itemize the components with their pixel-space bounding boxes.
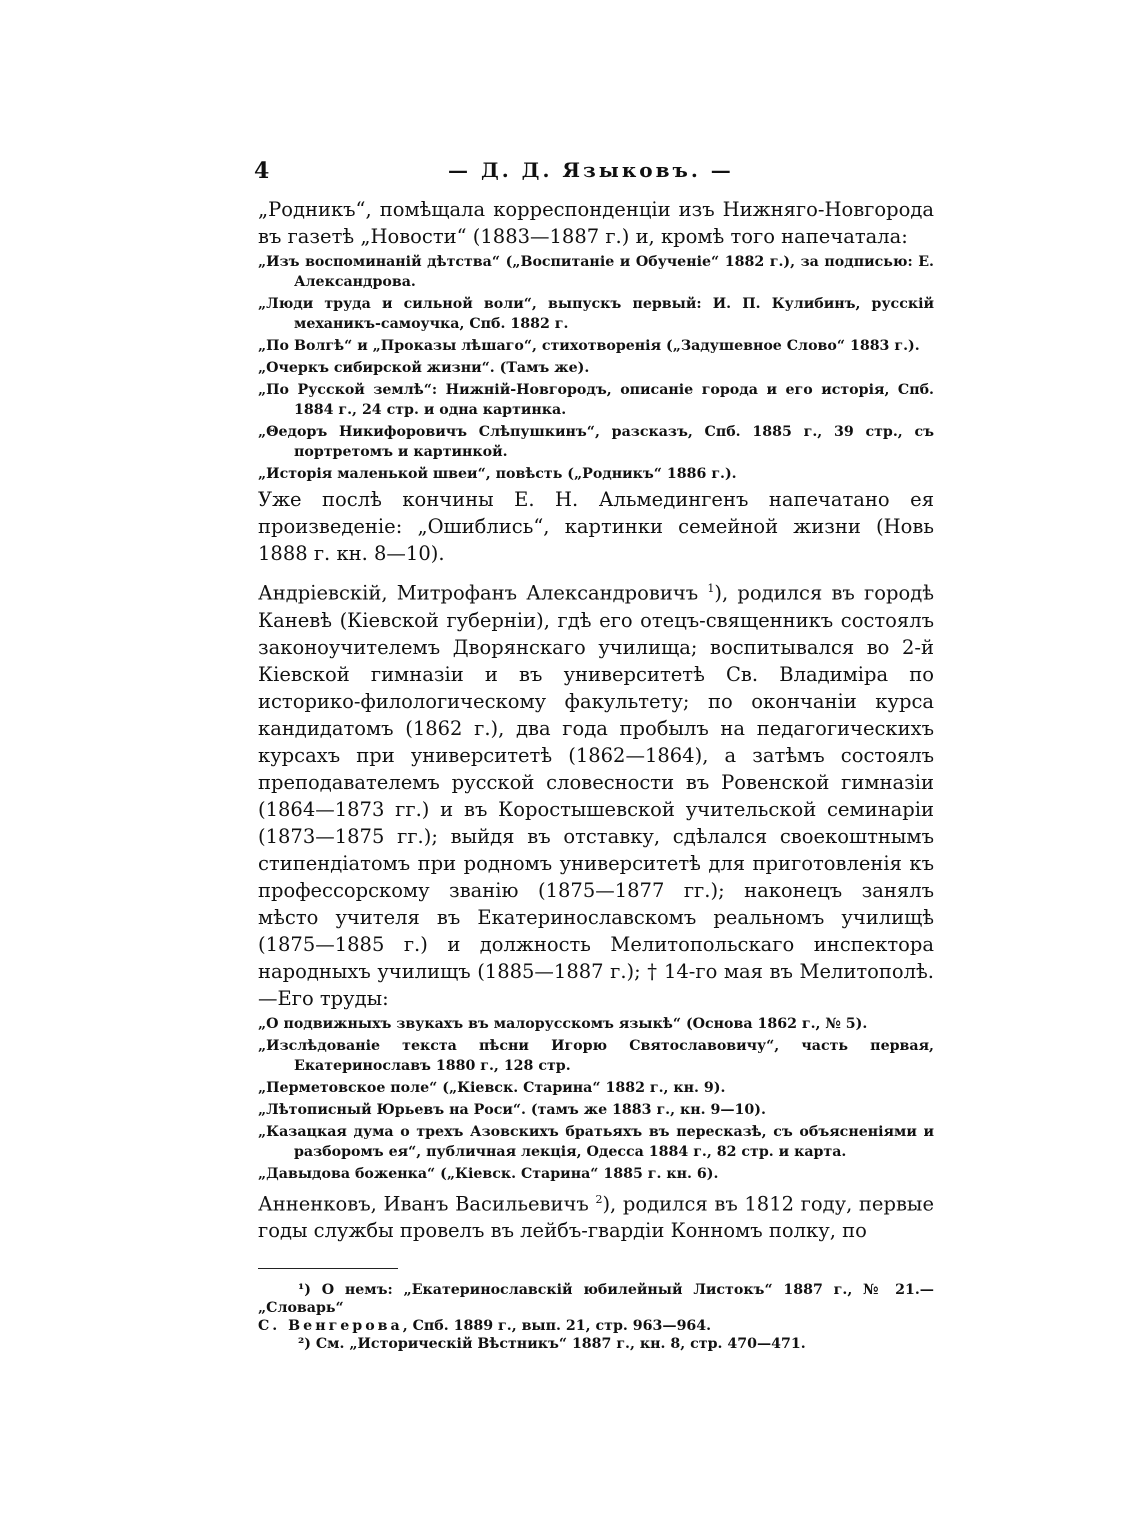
bibliography-item: „По Русской землѣ“: Нижній-Новгородъ, описаніе города и его исторія, Спб. 1884 г., 24 стр. и одна картинка. — [258, 382, 934, 418]
entry-name: Андріевскій, Митрофанъ Александровичъ — [258, 581, 699, 605]
works-list-almedingen — [258, 252, 934, 484]
bibliography-item: „Очеркъ сибирской жизни“. (Тамъ же). — [258, 360, 590, 376]
footnote-separator — [258, 1268, 398, 1269]
author-name: С. Венгерова — [258, 1318, 403, 1334]
bibliography-item: „Θедоръ Никифоровичъ Слѣпушкинъ“, разсказъ, Спб. 1885 г., 39 стр., съ портретомъ и картинкой. — [258, 424, 934, 460]
footnote-1-continuation: С. Венгерова, Спб. 1889 г., вып. 21, стр. 963—964. — [258, 1318, 712, 1334]
entry-text: ), родился въ 1812 году, первые годы службы провелъ въ лейбъ-гвардіи Конномъ полку, по — [258, 1192, 934, 1242]
bibliography-item: „По Волгѣ“ и „Проказы лѣшаго“, стихотворенія („Задушевное Слово“ 1883 г.). — [258, 338, 920, 354]
footnote-1: ¹) О немъ: „Екатеринославскій юбилейный Листокъ“ 1887 г., № 21.—„Словарь“ — [258, 1282, 934, 1316]
entry-text: ), родился въ городѣ Каневѣ (Кіевской губерніи), гдѣ его отецъ-священникъ состоялъ законоучителемъ Дворянскаго училища; воспитывался во 2-й Кіевской гимназіи и въ университетѣ Св. Владиміра по историко-филологическому факультету; по окончаніи курса кандидатомъ (1862 г.), два года пробылъ на педагогическихъ курсахъ при университетѣ (1862—1864), а затѣмъ состоялъ преподавателемъ русской словесности въ Ровенской гимназіи (1864—1873 гг.) и въ Коростышевской учительской семинаріи (1873—1875 гг.); выйдя въ отставку, сдѣлался своекоштнымъ стипендіатомъ при родномъ университетѣ для приготовленія къ профессорскому званію (1875—1877 гг.); наконецъ занялъ мѣсто учителя въ Екатеринославскомъ реальномъ училищѣ (1875—1885 г.) и должность Мелитопольскаго инспектора народныхъ училищъ (1885—1887 г.); † 14-го мая въ Мелитополѣ.—Его труды: — [258, 581, 934, 1010]
page-number: 4 — [254, 158, 270, 184]
bibliography-item: „Давыдова боженка“ („Кіевск. Старина“ 1885 г. кн. 6). — [258, 1165, 719, 1182]
entry-andrievsky — [258, 575, 934, 1012]
bibliography-item: „О подвижныхъ звукахъ въ малорусскомъ языкѣ“ (Основа 1862 г., № 5). — [258, 1015, 868, 1032]
footnote-2: ²) См. „Историческій Вѣстникъ“ 1887 г., кн. 8, стр. 470—471. — [298, 1336, 806, 1352]
entry-name: Анненковъ, Иванъ Васильевичъ — [258, 1192, 589, 1215]
bibliography-item: „Лѣтописный Юрьевъ на Роси“. (тамъ же 1883 г., кн. 9—10). — [258, 1101, 766, 1118]
bibliography-item: „Исторія маленькой швеи“, повѣсть („Родникъ“ 1886 г.). — [258, 466, 737, 482]
footnote-ref: 2 — [595, 1192, 603, 1206]
book-page — [254, 150, 934, 1353]
bibliography-item: „Казацкая дума о трехъ Азовскихъ братьяхъ въ пересказѣ, съ объясненіями и разборомъ ея“, публичная лекція, Одесса 1884 г., 82 стр. и карта. — [258, 1123, 934, 1160]
entry-annenkov — [258, 1186, 934, 1245]
bibliography-item: „Перметовское поле“ („Кіевск. Старина“ 1882 г., кн. 9). — [258, 1079, 726, 1096]
works-list-andrievsky — [258, 1014, 934, 1184]
running-title: — Д. Д. Языковъ. — — [448, 158, 734, 182]
bibliography-item: „Изъ воспоминаній дѣтства“ („Воспитаніе и Обученіе“ 1882 г.), за подписью: Е. Александрова. — [258, 254, 934, 290]
bibliography-item: „Изслѣдованіе текста пѣсни Игорю Святославовичу“, часть первая, Екатеринославъ 1880 г., 128 стр. — [258, 1037, 934, 1074]
continued-paragraph: „Родникъ“, помѣщала корреспонденціи изъ Нижняго-Новгорода въ газетѣ „Новости“ (1883—1887 г.) и, кромѣ того напечатала: — [258, 198, 934, 248]
posthumous-paragraph: Уже послѣ кончины Е. Н. Альмедингенъ напечатано ея произведеніе: „Ошиблись“, картинки семейной жизни (Новь 1888 г. кн. 8—10). — [258, 488, 934, 565]
footnote-ref: 1 — [707, 582, 715, 595]
page-header — [254, 150, 934, 196]
bibliography-item: „Люди труда и сильной воли“, выпускъ первый: И. П. Кулибинъ, русскій механикъ-самоучка, Спб. 1882 г. — [258, 296, 934, 332]
footnotes — [258, 1281, 934, 1353]
